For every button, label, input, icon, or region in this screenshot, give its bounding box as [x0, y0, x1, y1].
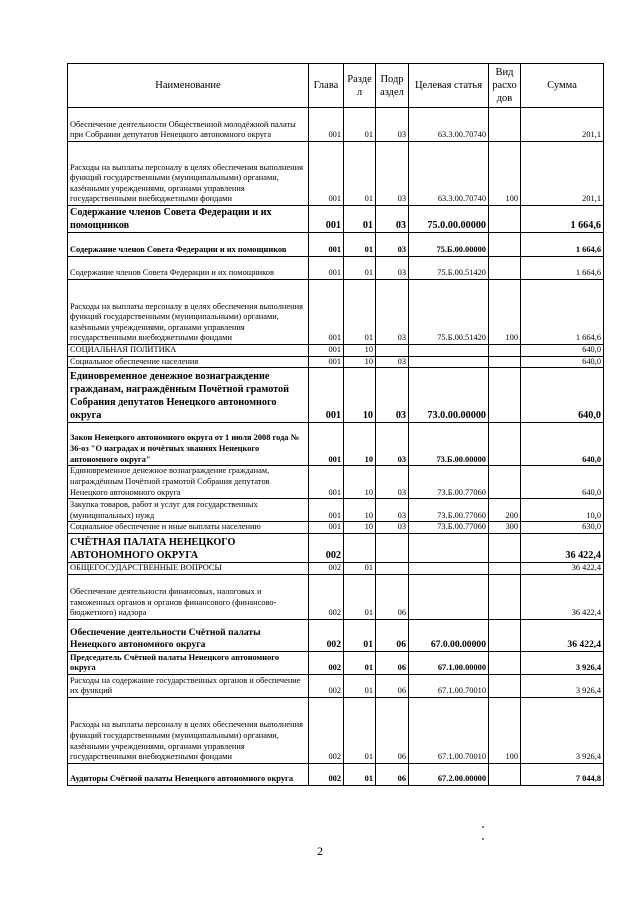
- row-subsection: 03: [376, 233, 409, 257]
- row-sum: 36 422,4: [521, 574, 604, 619]
- row-subsection: 03: [376, 356, 409, 368]
- row-type: [489, 368, 521, 423]
- row-section: 10: [344, 522, 376, 534]
- row-chapter: 001: [309, 368, 344, 423]
- row-name: Расходы на выплаты персоналу в целях обеспечения выполнения функций государственными (муниципальными) органами, казёнными учреждениями, органами управления государственными внебюджетными фондами: [68, 142, 309, 206]
- row-name: Председатель Счётной палаты Ненецкого автономного округа: [68, 651, 309, 674]
- row-chapter: 001: [309, 522, 344, 534]
- row-name: Содержание членов Совета Федерации и их помощников: [68, 206, 309, 233]
- table-row: [68, 619, 604, 651]
- header-name: Наименование: [68, 64, 309, 108]
- row-target: 63.3.00.70740: [409, 108, 489, 142]
- row-name: Расходы на выплаты персоналу в целях обеспечения выполнения функций государственными (муниципальными) органами, казёнными учреждениями, органами управления государственными внебюджетными фондами: [68, 697, 309, 763]
- row-target: 75.Б.00.00000: [409, 233, 489, 257]
- row-type: 100: [489, 280, 521, 345]
- row-chapter: 001: [309, 345, 344, 357]
- row-sum: 1 664,6: [521, 280, 604, 345]
- row-section: 10: [344, 466, 376, 499]
- row-section: [344, 533, 376, 562]
- row-target: 67.1.00.00000: [409, 651, 489, 674]
- table-row: [68, 206, 604, 233]
- row-chapter: 001: [309, 466, 344, 499]
- row-subsection: 03: [376, 280, 409, 345]
- row-type: 300: [489, 522, 521, 534]
- row-name: Социальное обеспечение и иные выплаты населению: [68, 522, 309, 534]
- header-section: Разде л: [344, 64, 376, 108]
- row-chapter: 002: [309, 533, 344, 562]
- row-chapter: 002: [309, 674, 344, 697]
- row-name: Единовременное денежное вознаграждение гражданам, награждённым Почётной грамотой Собрания депутатов Ненецкого автономного округа: [68, 368, 309, 423]
- row-type: [489, 233, 521, 257]
- table-row: [68, 674, 604, 697]
- row-name: СОЦИАЛЬНАЯ ПОЛИТИКА: [68, 345, 309, 357]
- row-type: [489, 257, 521, 280]
- row-sum: 3 926,4: [521, 651, 604, 674]
- row-target: 73.Б.00.77060: [409, 522, 489, 534]
- row-chapter: 001: [309, 257, 344, 280]
- table-row: [68, 280, 604, 345]
- row-section: 01: [344, 651, 376, 674]
- row-subsection: 06: [376, 697, 409, 763]
- row-subsection: 03: [376, 257, 409, 280]
- row-subsection: [376, 345, 409, 357]
- page-number: 2: [317, 844, 323, 858]
- row-chapter: 001: [309, 142, 344, 206]
- row-subsection: 03: [376, 423, 409, 466]
- row-target: 67.0.00.00000: [409, 619, 489, 651]
- table-row: [68, 356, 604, 368]
- row-chapter: 001: [309, 356, 344, 368]
- row-subsection: 03: [376, 108, 409, 142]
- row-sum: 201,1: [521, 108, 604, 142]
- table-row: [68, 651, 604, 674]
- row-target: [409, 356, 489, 368]
- row-name: Социальное обеспечение населения: [68, 356, 309, 368]
- row-name: Единовременное денежное вознаграждение гражданам, награждённым Почётной грамотой Собрания депутатов Ненецкого автономного округа: [68, 466, 309, 499]
- header-target: Целевая статья: [409, 64, 489, 108]
- row-chapter: 001: [309, 233, 344, 257]
- table-body: [68, 108, 604, 786]
- row-subsection: 03: [376, 142, 409, 206]
- row-subsection: 03: [376, 466, 409, 499]
- row-name: Расходы на выплаты персоналу в целях обеспечения выполнения функций государственными (муниципальными) органами, казёнными учреждениями, органами управления государственными внебюджетными фондами: [68, 280, 309, 345]
- table-row: [68, 368, 604, 423]
- row-name: Аудиторы Счётной палаты Ненецкого автономного округа: [68, 763, 309, 785]
- row-type: [489, 356, 521, 368]
- row-type: [489, 763, 521, 785]
- row-sum: 201,1: [521, 142, 604, 206]
- row-sum: 7 044,8: [521, 763, 604, 785]
- row-type: 200: [489, 499, 521, 522]
- scan-mark: [482, 838, 484, 840]
- row-name: Обеспечение деятельности Общественной молодёжной палаты при Собрании депутатов Ненецкого автономного округа: [68, 108, 309, 142]
- table-row: [68, 257, 604, 280]
- row-sum: 1 664,6: [521, 206, 604, 233]
- table-row: [68, 522, 604, 534]
- row-target: 75.Б.00.51420: [409, 280, 489, 345]
- row-target: 73.0.00.00000: [409, 368, 489, 423]
- row-target: 67.2.00.00000: [409, 763, 489, 785]
- table-row: [68, 697, 604, 763]
- row-name: Расходы на содержание государственных органов и обеспечение их функций: [68, 674, 309, 697]
- row-subsection: [376, 533, 409, 562]
- row-sum: 640,0: [521, 345, 604, 357]
- row-target: 73.Б.00.77060: [409, 499, 489, 522]
- row-section: 01: [344, 674, 376, 697]
- row-sum: 640,0: [521, 466, 604, 499]
- row-target: [409, 562, 489, 574]
- row-target: 75.Б.00.51420: [409, 257, 489, 280]
- header-type: Вид расхо дов: [489, 64, 521, 108]
- row-type: [489, 345, 521, 357]
- row-sum: 640,0: [521, 423, 604, 466]
- row-name: Закон Ненецкого автономного округа от 1 июля 2008 года № 36-оз "О наградах и почётных званиях Ненецкого автономного округа": [68, 423, 309, 466]
- table-header-row: [68, 64, 604, 108]
- row-sum: 3 926,4: [521, 697, 604, 763]
- row-type: 100: [489, 142, 521, 206]
- row-subsection: 06: [376, 574, 409, 619]
- row-sum: 640,0: [521, 356, 604, 368]
- row-type: [489, 423, 521, 466]
- row-sum: 640,0: [521, 368, 604, 423]
- row-sum: 10,0: [521, 499, 604, 522]
- row-name: Обеспечение деятельности финансовых, налоговых и таможенных органов и органов финансового (финансово-бюджетного) надзора: [68, 574, 309, 619]
- row-chapter: 001: [309, 499, 344, 522]
- row-sum: 36 422,4: [521, 562, 604, 574]
- row-sum: 3 926,4: [521, 674, 604, 697]
- table-row: [68, 423, 604, 466]
- row-section: 01: [344, 280, 376, 345]
- table-row: [68, 574, 604, 619]
- row-target: 67.1.00.70010: [409, 697, 489, 763]
- row-section: 01: [344, 257, 376, 280]
- row-chapter: 001: [309, 280, 344, 345]
- row-section: 10: [344, 368, 376, 423]
- row-section: 10: [344, 423, 376, 466]
- row-section: 10: [344, 499, 376, 522]
- row-target: [409, 574, 489, 619]
- row-section: 01: [344, 763, 376, 785]
- row-section: 01: [344, 697, 376, 763]
- row-target: [409, 533, 489, 562]
- row-subsection: 03: [376, 522, 409, 534]
- row-chapter: 001: [309, 206, 344, 233]
- table-row: [68, 499, 604, 522]
- table-row: [68, 763, 604, 785]
- row-subsection: 03: [376, 499, 409, 522]
- row-sum: 1 664,6: [521, 257, 604, 280]
- row-type: [489, 574, 521, 619]
- row-target: [409, 345, 489, 357]
- row-chapter: 001: [309, 423, 344, 466]
- row-subsection: 06: [376, 619, 409, 651]
- row-type: [489, 108, 521, 142]
- row-target: 73.Б.00.77060: [409, 466, 489, 499]
- row-type: [489, 206, 521, 233]
- table-row: [68, 345, 604, 357]
- table-row: [68, 142, 604, 206]
- row-subsection: 06: [376, 763, 409, 785]
- row-target: 63.3.00.70740: [409, 142, 489, 206]
- row-section: 01: [344, 233, 376, 257]
- row-type: [489, 619, 521, 651]
- row-subsection: 06: [376, 674, 409, 697]
- table-row: [68, 233, 604, 257]
- row-chapter: 002: [309, 763, 344, 785]
- row-name: ОБЩЕГОСУДАРСТВЕННЫЕ ВОПРОСЫ: [68, 562, 309, 574]
- row-target: 73.Б.00.00000: [409, 423, 489, 466]
- row-section: 01: [344, 619, 376, 651]
- row-section: 01: [344, 206, 376, 233]
- row-sum: 1 664,6: [521, 233, 604, 257]
- table-row: [68, 533, 604, 562]
- row-chapter: 002: [309, 574, 344, 619]
- row-subsection: 03: [376, 206, 409, 233]
- budget-table: [67, 63, 604, 786]
- row-type: [489, 674, 521, 697]
- row-target: 67.1.00.70010: [409, 674, 489, 697]
- row-sum: 630,0: [521, 522, 604, 534]
- row-type: [489, 466, 521, 499]
- table-row: [68, 108, 604, 142]
- row-name: Закупка товаров, работ и услуг для государственных (муниципальных) нужд: [68, 499, 309, 522]
- row-type: [489, 562, 521, 574]
- row-section: 10: [344, 356, 376, 368]
- row-subsection: 06: [376, 651, 409, 674]
- row-chapter: 002: [309, 562, 344, 574]
- row-chapter: 002: [309, 697, 344, 763]
- row-name: СЧЁТНАЯ ПАЛАТА НЕНЕЦКОГО АВТОНОМНОГО ОКРУГА: [68, 533, 309, 562]
- row-subsection: [376, 562, 409, 574]
- header-sum: Сумма: [521, 64, 604, 108]
- row-subsection: 03: [376, 368, 409, 423]
- row-type: 100: [489, 697, 521, 763]
- row-sum: 36 422,4: [521, 533, 604, 562]
- scan-mark: [482, 826, 484, 828]
- table-row: [68, 466, 604, 499]
- row-target: 75.0.00.00000: [409, 206, 489, 233]
- row-name: Обеспечение деятельности Счётной палаты Ненецкого автономного округа: [68, 619, 309, 651]
- row-chapter: 002: [309, 619, 344, 651]
- row-type: [489, 651, 521, 674]
- row-section: 01: [344, 574, 376, 619]
- row-section: 10: [344, 345, 376, 357]
- row-chapter: 002: [309, 651, 344, 674]
- header-subsection: Подр аздел: [376, 64, 409, 108]
- row-sum: 36 422,4: [521, 619, 604, 651]
- row-chapter: 001: [309, 108, 344, 142]
- table-row: [68, 562, 604, 574]
- row-section: 01: [344, 142, 376, 206]
- row-section: 01: [344, 108, 376, 142]
- row-name: Содержание членов Совета Федерации и их помощников: [68, 257, 309, 280]
- row-section: 01: [344, 562, 376, 574]
- row-type: [489, 533, 521, 562]
- row-name: Содержание членов Совета Федерации и их помощников: [68, 233, 309, 257]
- header-chapter: Глава: [309, 64, 344, 108]
